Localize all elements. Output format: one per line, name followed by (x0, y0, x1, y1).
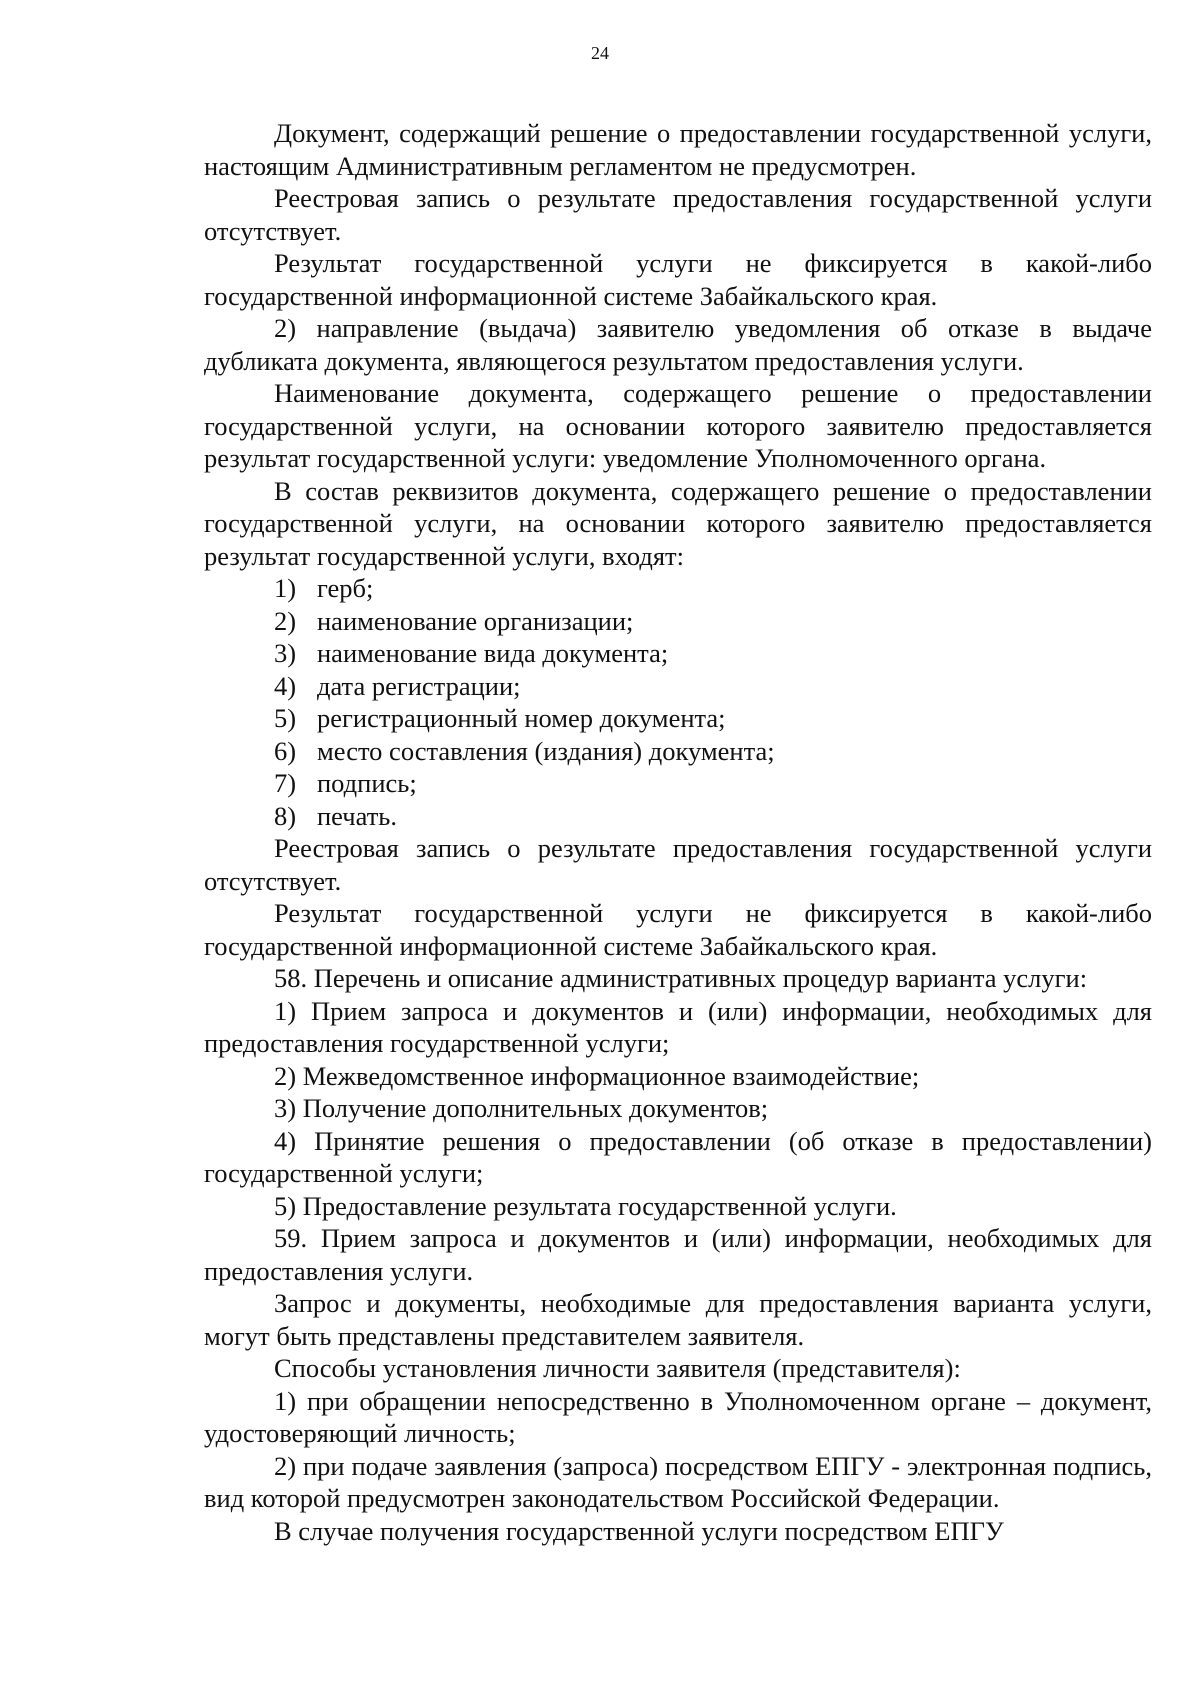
paragraph: 2) при подаче заявления (запроса) посредством ЕПГУ - электронная подпись, вид которой предусмотрен законодательством Российской Федерации. (204, 1450, 1152, 1513)
paragraph: Наименование документа, содержащего решение о предоставлении государственной услуги, на основании которого заявителю предоставляется результат государственной услуги: уведомление Уполномоченного органа. (204, 378, 1152, 473)
list-item-number: 3) (274, 638, 297, 668)
paragraph: 1) Прием запроса и документов и (или) информации, необходимых для предоставления государственной услуги; (204, 995, 1152, 1058)
list-item-number: 6) (274, 735, 297, 766)
list-item-text: наименование вида документа; (317, 638, 669, 668)
list-item-text: дата регистрации; (317, 670, 521, 701)
list-item-number: 2) (274, 605, 297, 636)
list-item (204, 605, 1152, 638)
requisites-list (204, 572, 1152, 832)
list-item (204, 800, 1152, 833)
paragraph: 1) при обращении непосредственно в Уполномоченном органе – документ, удостоверяющий личность; (204, 1385, 1152, 1448)
page-number: 24 (591, 43, 609, 63)
paragraph: 3) Получение дополнительных документов; (274, 1093, 769, 1123)
list-item (204, 767, 1152, 800)
list-item-number: 5) (274, 703, 297, 733)
list-item (204, 735, 1152, 768)
list-item-text: наименование организации; (317, 605, 634, 636)
list-item-number: 1) (274, 573, 297, 603)
paragraph: Реестровая запись о результате предоставления государственной услуги отсутствует. (204, 833, 1152, 896)
list-item-number: 8) (274, 800, 297, 831)
paragraph: Способы установления личности заявителя (представителя): (274, 1353, 961, 1383)
paragraph: 59. Прием запроса и документов и (или) информации, необходимых для предоставления услуги. (204, 1223, 1152, 1286)
document-body (204, 117, 1152, 1547)
paragraph: В случае получения государственной услуги посредством ЕПГУ (274, 1515, 1004, 1546)
list-item (204, 572, 1152, 605)
list-item (204, 637, 1152, 670)
list-item-text: место составления (издания) документа; (317, 735, 775, 766)
paragraph: Результат государственной услуги не фиксируется в какой-либо государственной информационной системе Забайкальского края. (204, 248, 1152, 311)
paragraph: В состав реквизитов документа, содержащего решение о предоставлении государственной услуги, на основании которого заявителю предоставляется результат государственной услуги, входят: (204, 475, 1152, 571)
paragraph: Реестровая запись о результате предоставления государственной услуги отсутствует. (204, 183, 1152, 246)
list-item-text: подпись; (317, 768, 417, 798)
paragraph: Результат государственной услуги не фиксируется в какой-либо государственной информационной системе Забайкальского края. (204, 898, 1152, 961)
list-item-number: 4) (274, 670, 297, 701)
paragraph: 2) Межведомственное информационное взаимодействие; (274, 1060, 920, 1091)
list-item-text: регистрационный номер документа; (317, 703, 726, 733)
paragraph: 4) Принятие решения о предоставлении (об отказе в предоставлении) государственной услуги; (204, 1125, 1152, 1188)
list-item-number: 7) (274, 768, 297, 798)
list-item (204, 702, 1152, 735)
list-item-text: печать. (317, 800, 397, 831)
paragraph: 5) Предоставление результата государственной услуги. (274, 1190, 897, 1221)
paragraph: Документ, содержащий решение о предоставлении государственной услуги, настоящим Административным регламентом не предусмотрен. (204, 118, 1152, 181)
list-item-text: герб; (317, 573, 374, 603)
paragraph: 2) направление (выдача) заявителю уведомления об отказе в выдаче дубликата документа, являющегося результатом предоставления услуги. (204, 313, 1152, 376)
paragraph: Запрос и документы, необходимые для предоставления варианта услуги, могут быть представлены представителем заявителя. (204, 1288, 1152, 1351)
paragraph: 58. Перечень и описание административных процедур варианта услуги: (274, 963, 1088, 993)
list-item (204, 670, 1152, 703)
